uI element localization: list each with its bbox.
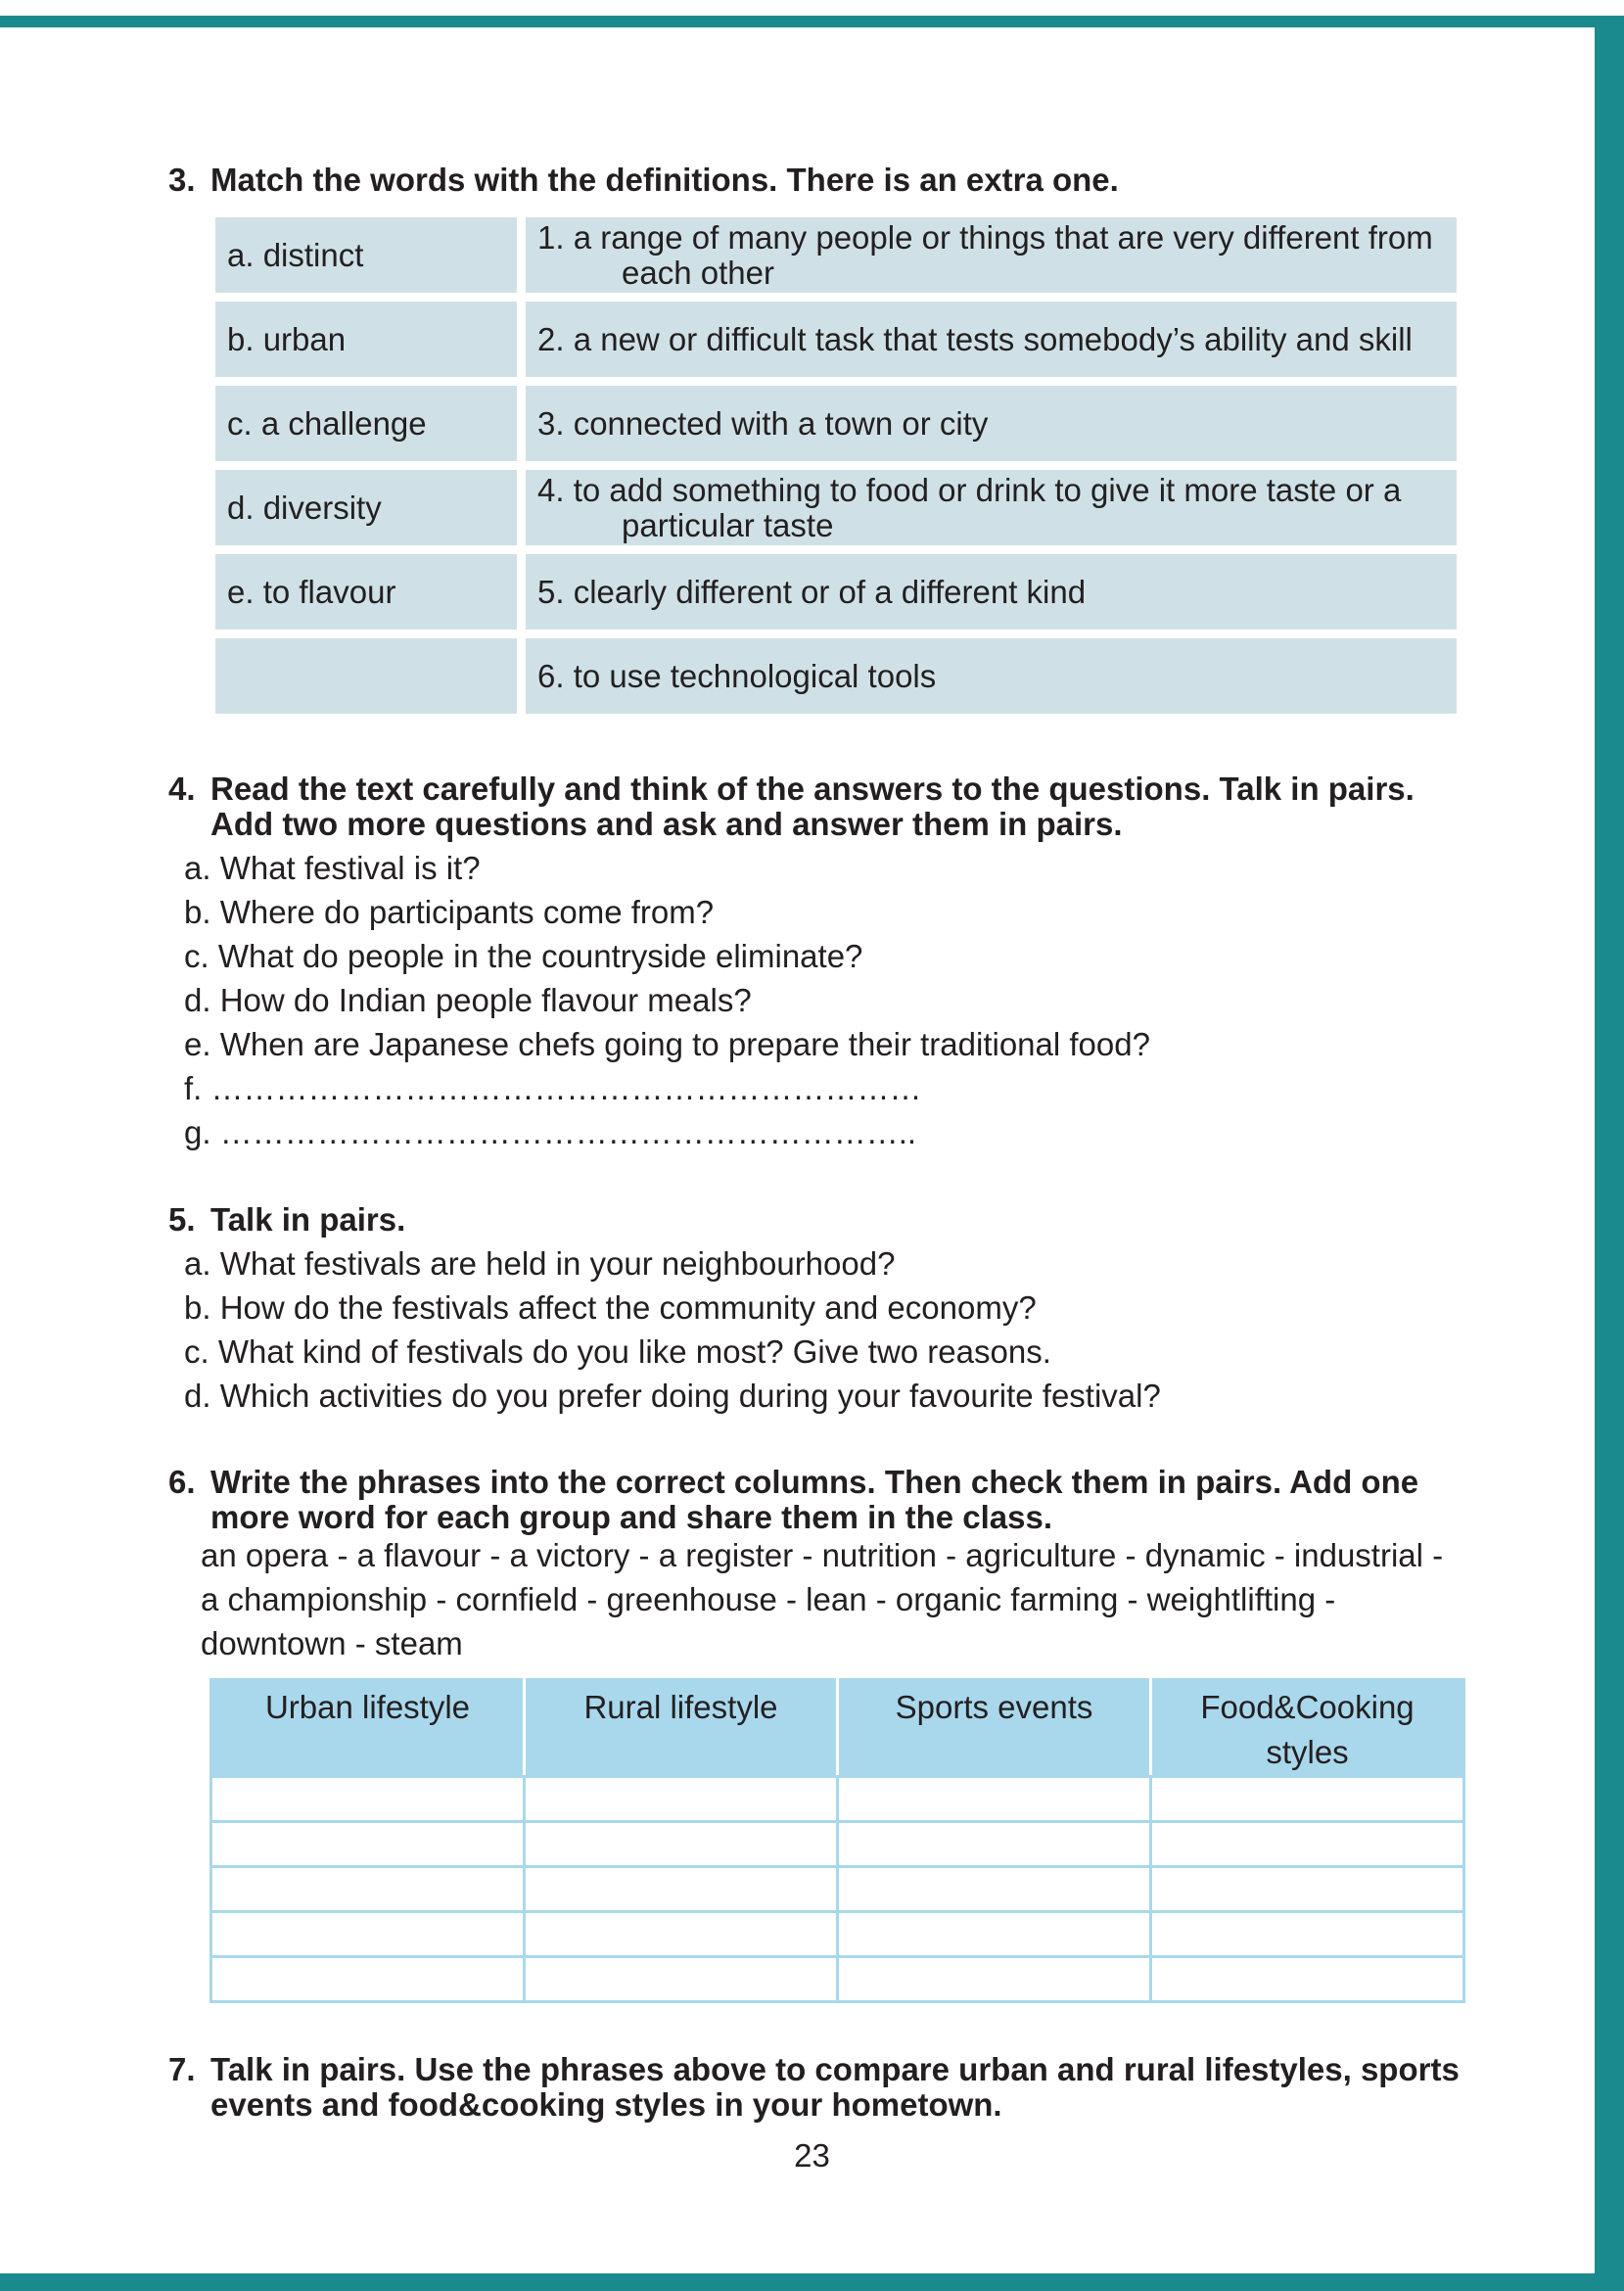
answer-cell[interactable]	[211, 1777, 525, 1822]
answer-cell[interactable]	[211, 1912, 525, 1957]
table-row	[215, 638, 1457, 714]
exercise-title-line1: Talk in pairs. Use the phrases above to compare urban and rural lifestyles, sports	[210, 2051, 1460, 2087]
answer-cell[interactable]	[525, 1867, 838, 1912]
exercise-title: Match the words with the definitions. There is an extra one.	[210, 162, 1119, 198]
answer-cell[interactable]	[211, 1957, 525, 2002]
exercise-number: 4.	[168, 771, 196, 807]
column-header-sports: Sports events	[838, 1680, 1151, 1777]
exercise-3-heading	[168, 163, 1119, 198]
column-header-rural: Rural lifestyle	[525, 1680, 838, 1777]
exercise-number: 6.	[168, 1464, 196, 1500]
table-header-row	[211, 1680, 1464, 1777]
table-row	[215, 217, 1457, 293]
table-row	[211, 1777, 1464, 1822]
table-row	[215, 470, 1457, 545]
page-frame-right	[1595, 16, 1624, 2291]
answer-cell[interactable]	[525, 1912, 838, 1957]
exercise-title-line2: Add two more questions and ask and answer them in pairs.	[210, 806, 1123, 842]
list-item: a. What festivals are held in your neighbourhood?	[184, 1245, 896, 1282]
page-number: 23	[794, 2137, 830, 2174]
list-item: b. How do the festivals affect the community and economy?	[184, 1289, 1037, 1326]
exercise-5-heading	[168, 1202, 405, 1238]
exercise-4-heading	[168, 771, 1415, 842]
table-row	[211, 1822, 1464, 1867]
exercise-number: 3.	[168, 162, 196, 198]
column-header-urban: Urban lifestyle	[211, 1680, 525, 1777]
answer-cell[interactable]	[1151, 1867, 1464, 1912]
answer-cell[interactable]	[1151, 1912, 1464, 1957]
answer-cell[interactable]	[525, 1957, 838, 2002]
exercise-4-questions	[184, 846, 1150, 1154]
exercise-number: 5.	[168, 1201, 196, 1238]
answer-cell[interactable]	[1151, 1777, 1464, 1822]
answer-cell[interactable]	[838, 1912, 1151, 1957]
exercise-title-line2: more word for each group and share them in the class.	[210, 1499, 1053, 1535]
answer-blank[interactable]: g. ………………………………………………………..	[184, 1114, 917, 1150]
column-header-food: Food&Cooking styles	[1151, 1680, 1464, 1777]
table-row	[211, 1912, 1464, 1957]
word-bank-line: an opera - a flavour - a victory - a register - nutrition - agriculture - dynamic - industrial -	[201, 1537, 1444, 1573]
list-item: b. Where do participants come from?	[184, 894, 715, 930]
table-row	[211, 1957, 1464, 2002]
exercise-6-heading	[168, 1465, 1418, 1535]
exercise-title-line1: Write the phrases into the correct columns. Then check them in pairs. Add one	[210, 1464, 1419, 1500]
match-word: c. a challenge	[215, 386, 517, 461]
list-item: d. Which activities do you prefer doing during your favourite festival?	[184, 1378, 1161, 1414]
list-item: c. What kind of festivals do you like most? Give two reasons.	[184, 1333, 1051, 1370]
match-definition: 1. a range of many people or things that are very different from each other	[526, 217, 1457, 293]
match-definition: 5. clearly different or of a different kind	[526, 554, 1457, 630]
table-row	[211, 1867, 1464, 1912]
match-word: b. urban	[215, 302, 517, 377]
match-word-empty	[215, 638, 517, 714]
match-word: e. to flavour	[215, 554, 517, 630]
match-definition: 6. to use technological tools	[526, 638, 1457, 714]
answer-cell[interactable]	[211, 1822, 525, 1867]
table-row	[215, 386, 1457, 461]
page-frame-top	[0, 16, 1624, 27]
answer-cell[interactable]	[525, 1777, 838, 1822]
answer-cell[interactable]	[838, 1867, 1151, 1912]
match-definition: 3. connected with a town or city	[526, 386, 1457, 461]
match-word: a. distinct	[215, 217, 517, 293]
answer-cell[interactable]	[1151, 1822, 1464, 1867]
word-bank	[201, 1533, 1473, 1665]
answer-cell[interactable]	[838, 1957, 1151, 2002]
word-bank-line: a championship - cornfield - greenhouse - lean - organic farming - weightlifting -	[201, 1581, 1336, 1617]
exercise-5-questions	[184, 1241, 1161, 1418]
answer-cell[interactable]	[1151, 1957, 1464, 2002]
exercise-number: 7.	[168, 2051, 196, 2087]
match-definition: 2. a new or difficult task that tests somebody’s ability and skill	[526, 302, 1457, 377]
exercise-title: Talk in pairs.	[210, 1201, 406, 1238]
answer-blank[interactable]: f. …………………………………………………………	[184, 1070, 922, 1106]
exercise-title-line1: Read the text carefully and think of the answers to the questions. Talk in pairs.	[210, 771, 1415, 807]
sorting-table	[209, 1678, 1465, 2003]
answer-cell[interactable]	[838, 1822, 1151, 1867]
page-frame-bottom	[0, 2273, 1624, 2291]
list-item: c. What do people in the countryside eliminate?	[184, 938, 863, 974]
table-row	[215, 554, 1457, 630]
list-item: a. What festival is it?	[184, 850, 481, 886]
list-item: e. When are Japanese chefs going to prepare their traditional food?	[184, 1026, 1150, 1062]
exercise-title-line2: events and food&cooking styles in your hometown.	[210, 2086, 1002, 2123]
match-definition: 4. to add something to food or drink to give it more taste or a particular taste	[526, 470, 1457, 545]
answer-cell[interactable]	[211, 1867, 525, 1912]
table-row	[215, 302, 1457, 377]
list-item: d. How do Indian people flavour meals?	[184, 982, 752, 1018]
answer-cell[interactable]	[838, 1777, 1151, 1822]
answer-cell[interactable]	[525, 1822, 838, 1867]
word-bank-line: downtown - steam	[201, 1625, 463, 1661]
matching-table	[207, 209, 1465, 723]
match-word: d. diversity	[215, 470, 517, 545]
exercise-7-heading	[168, 2052, 1460, 2123]
